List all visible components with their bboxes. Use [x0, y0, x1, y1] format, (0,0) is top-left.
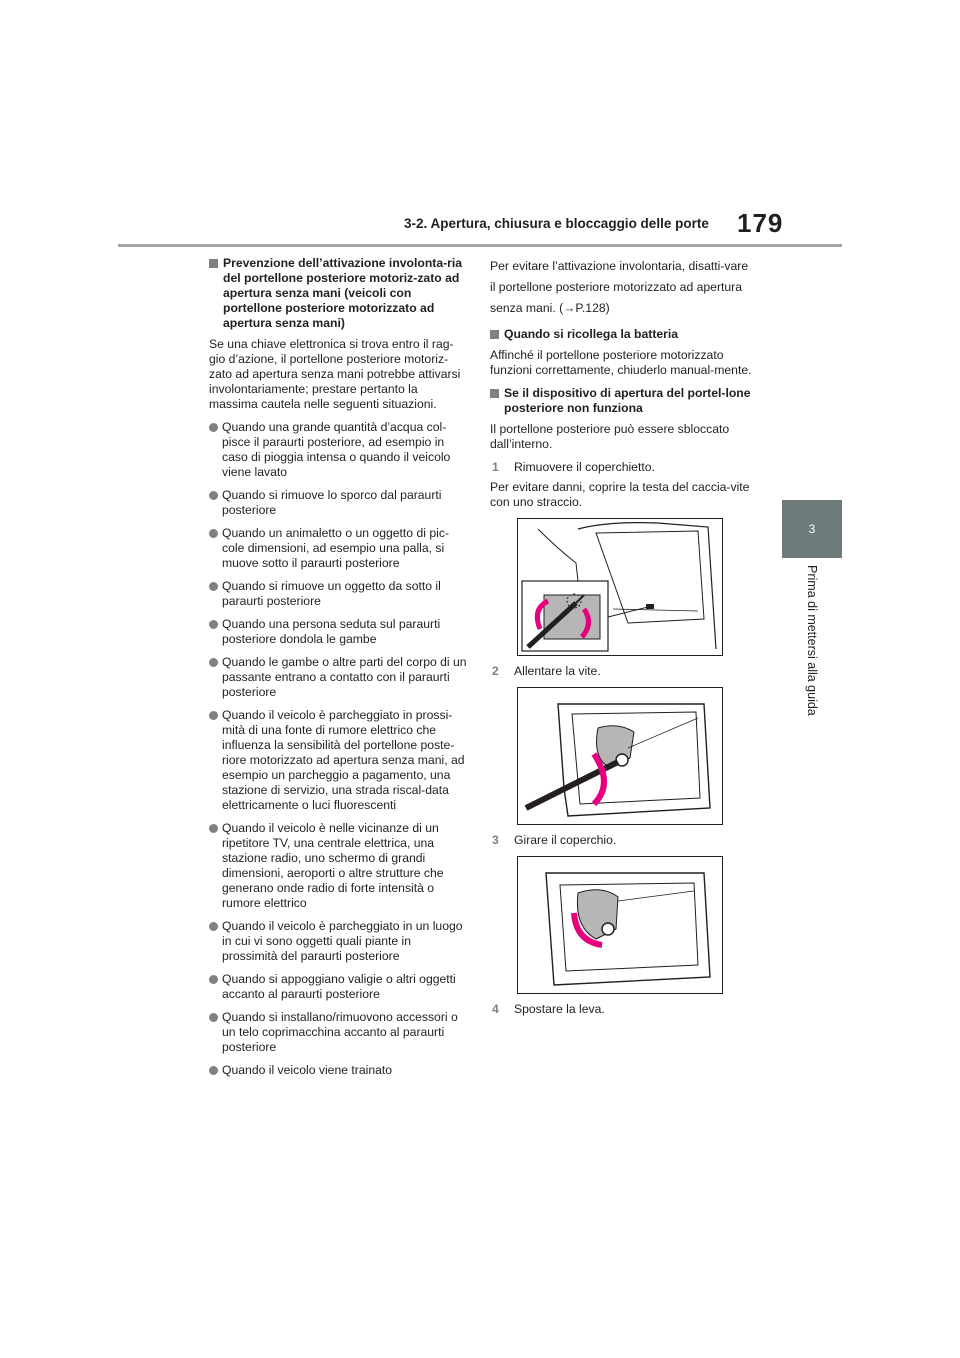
figure-loosen-screw: [517, 687, 723, 825]
chapter-label: Prima di mettersi alla guida: [805, 565, 819, 716]
round-bullet-icon: [209, 1013, 218, 1022]
round-bullet-icon: [209, 922, 218, 931]
figure-tailgate-cover: [517, 518, 723, 656]
list-item: Quando si installano/rimuovono accessori o un telo coprimacchina accanto al paraurti posteriore: [209, 1010, 469, 1055]
step-4: 4 Spostare la leva.: [492, 1002, 605, 1016]
list-item: Quando un animaletto o un oggetto di pic-cole dimensioni, ad esempio una palla, si muove sotto il paraurti posteriore: [209, 526, 469, 571]
list-item: Quando il veicolo è parcheggiato in prossi-mità di una fonte di rumore elettrico che influenza la sensibilità del portellone poste-riore motorizzato ad apertura senza mani, ad esempio un parcheggio a pagamento, una stazione di servizio, una strada riscal-data elettricamente o luci fluorescenti: [209, 708, 469, 813]
square-bullet-icon: [209, 259, 218, 268]
list-item: Quando il veicolo è parcheggiato in un luogo in cui vi sono oggetti quali piante in prossimità del paraurti posteriore: [209, 919, 469, 964]
round-bullet-icon: [209, 711, 218, 720]
step-number: 1: [492, 460, 499, 474]
step-number: 3: [492, 833, 499, 847]
step-1-note: Per evitare danni, coprire la testa del caccia-vite con uno straccio.: [490, 480, 750, 509]
list-item: Quando il veicolo è nelle vicinanze di un ripetitore TV, una centrale elettrica, una stazione radio, uno schermo di grandi dimensioni, aeroporti o altre strutture che generano onde radio di forte intensità o rumore elettrico: [209, 821, 469, 911]
list-item: Quando una persona seduta sul paraurti posteriore dondola le gambe: [209, 617, 469, 647]
fail-paragraph: Il portellone posteriore può essere sbloccato dall’interno.: [490, 422, 730, 451]
section-header-title: 3-2. Apertura, chiusura e bloccaggio delle porte: [404, 216, 709, 231]
disable-paragraph: Per evitare l’attivazione involontaria, disatti-vare il portellone posteriore motorizzato ad apertura senza mani. (→P.128): [490, 259, 749, 315]
round-bullet-icon: [209, 975, 218, 984]
battery-paragraph: Affinché il portellone posteriore motorizzato funzioni correttamente, chiuderlo manual-mente.: [490, 348, 752, 377]
list-item: Quando si appoggiano valigie o altri oggetti accanto al paraurti posteriore: [209, 972, 469, 1002]
chapter-tab[interactable]: [782, 500, 842, 558]
round-bullet-icon: [209, 423, 218, 432]
list-item: Quando si rimuove lo sporco dal paraurti posteriore: [209, 488, 469, 518]
header-rule: [118, 244, 842, 247]
list-item: Quando le gambe o altre parti del corpo di un passante entrano a contatto con il paraurti posteriore: [209, 655, 469, 700]
step-1: 1 Rimuovere il coperchietto.: [492, 460, 655, 474]
list-item: Quando il veicolo viene trainato: [209, 1063, 469, 1078]
section-title: Prevenzione dell’attivazione involonta-ria del portellone posteriore motoriz-zato ad apertura senza mani (veicoli con portellone posteriore motorizzato ad apertura senza mani): [209, 256, 469, 331]
square-bullet-icon: [490, 389, 499, 398]
fail-title: Se il dispositivo di apertura del portel-lone posteriore non funziona: [490, 386, 752, 416]
round-bullet-icon: [209, 491, 218, 500]
step-3: 3 Girare il coperchio.: [492, 833, 617, 847]
page-number: 179: [737, 208, 784, 238]
round-bullet-icon: [209, 1066, 218, 1075]
list-item: Quando una grande quantità d’acqua col-pisce il paraurti posteriore, ad esempio in caso di pioggia intensa o quando il veicolo viene lavato: [209, 420, 469, 480]
left-column: [209, 256, 469, 1086]
figure-turn-cover: [517, 856, 723, 994]
intro-paragraph: Se una chiave elettronica si trova entro il rag-gio d’azione, il portellone posteriore motoriz-zato ad apertura senza mani potrebbe attivarsi involontariamente; prestare pertanto la massima cautela nelle seguenti situazioni.: [209, 337, 461, 411]
step-number: 4: [492, 1002, 499, 1016]
round-bullet-icon: [209, 620, 218, 629]
round-bullet-icon: [209, 582, 218, 591]
round-bullet-icon: [209, 529, 218, 538]
right-column: [490, 256, 752, 1022]
step-2: 2 Allentare la vite.: [492, 664, 601, 678]
square-bullet-icon: [490, 330, 499, 339]
list-item: Quando si rimuove un oggetto da sotto il paraurti posteriore: [209, 579, 469, 609]
chapter-number: 3: [808, 522, 816, 536]
step-number: 2: [492, 664, 499, 678]
battery-title: Quando si ricollega la batteria: [490, 327, 752, 342]
round-bullet-icon: [209, 824, 218, 833]
round-bullet-icon: [209, 658, 218, 667]
